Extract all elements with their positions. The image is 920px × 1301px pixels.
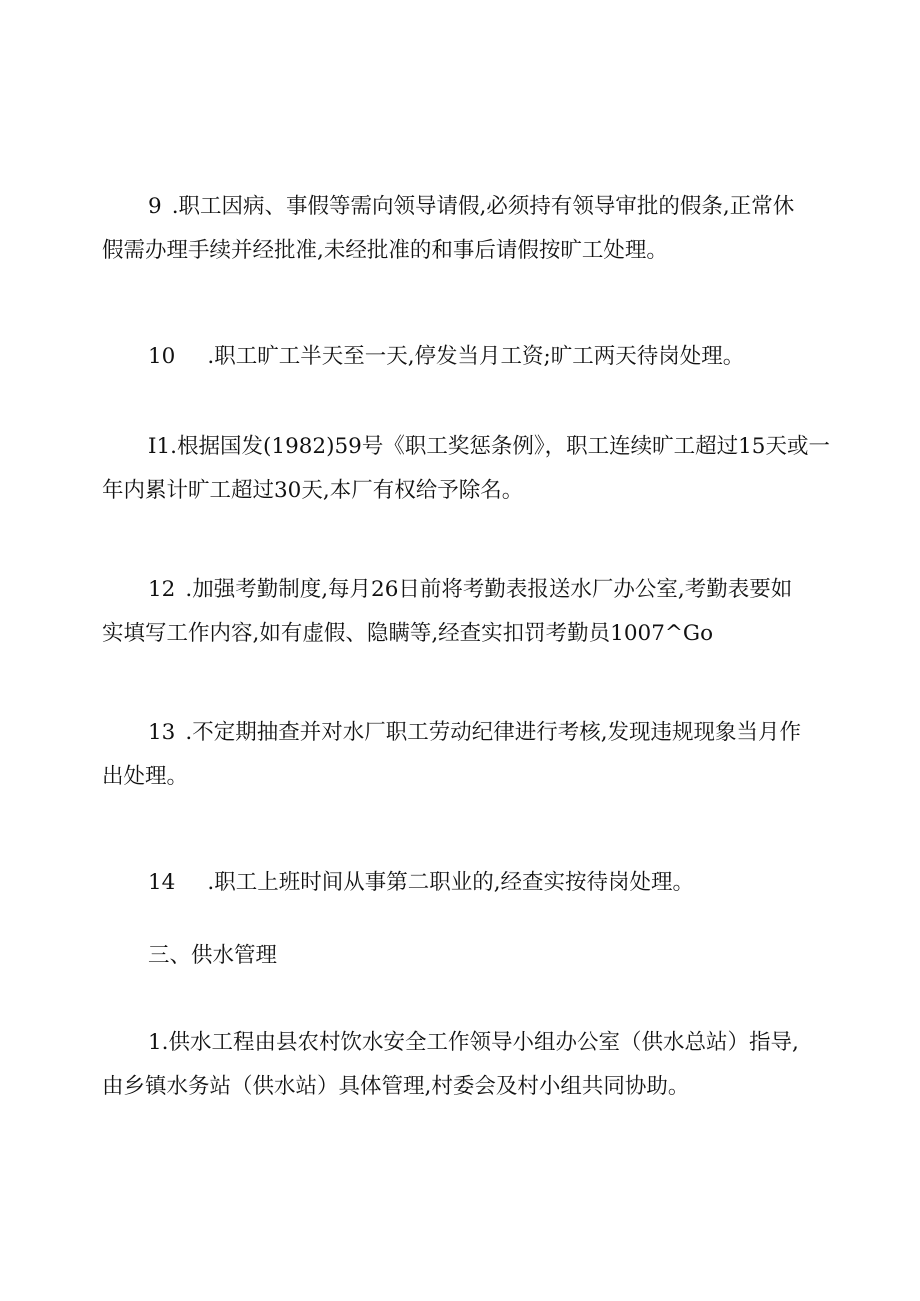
section-paragraph-1: [102, 1021, 820, 1109]
paragraph-line: [102, 861, 820, 905]
item-number: 13: [148, 720, 176, 745]
paragraph-text: .职工旷工半天至一天,停发当月工资;旷工两天待岗处理。: [207, 344, 745, 369]
item-number: 10: [148, 344, 176, 369]
paragraph-text: .职工上班时间从事第二职业的,经查实按待岗处理。: [207, 870, 695, 895]
paragraph-line: 由乡镇水务站（供水站）具体管理,村委会及村小组共同协助。: [102, 1074, 690, 1099]
paragraph-line: [102, 185, 820, 229]
paragraph-item-13: [102, 711, 820, 799]
paragraph-line: [102, 335, 820, 379]
paragraph-item-12: [102, 568, 820, 656]
paragraph-line: 年内累计旷工超过30天,本厂有权给予除名。: [102, 478, 524, 503]
paragraph-text: .不定期抽查并对水厂职工劳动纪律进行考核,发现违规现象当月作: [185, 720, 802, 745]
section-heading: [102, 934, 820, 978]
paragraph-text: .职工因病、事假等需向领导请假,必须持有领导审批的假条,正常休: [171, 194, 795, 219]
item-number: I1: [148, 434, 171, 459]
paragraph-item-11: [102, 425, 830, 513]
paragraph-line: [102, 711, 820, 755]
paragraph-line: 1.供水工程由县农村饮水安全工作领导小组办公室（供水总站）指导,: [148, 1030, 799, 1055]
paragraph-line: [102, 568, 820, 612]
paragraph-item-9: [102, 185, 820, 273]
paragraph-line: 出处理。: [102, 764, 189, 789]
paragraph-line: [102, 425, 830, 469]
paragraph-item-14: [102, 861, 820, 905]
paragraph-line: 实填写工作内容,如有虚假、隐瞒等,经查实扣罚考勤员1007^Go: [102, 621, 714, 646]
item-number: 9: [148, 194, 162, 219]
paragraph-text: .加强考勤制度,每月26日前将考勤表报送水厂办公室,考勤表要如: [185, 577, 793, 602]
paragraph-line: 假需办理手续并经批准,未经批准的和事后请假按旷工处理。: [102, 238, 668, 263]
section-heading-text: 三、供水管理: [148, 943, 278, 968]
item-number: 14: [148, 870, 176, 895]
item-number: 12: [148, 577, 176, 602]
paragraph-text: .根据国发(1982)59号《职工奖惩条例》，职工连续旷工超过15天或一: [170, 434, 830, 459]
paragraph-item-10: [102, 335, 820, 379]
